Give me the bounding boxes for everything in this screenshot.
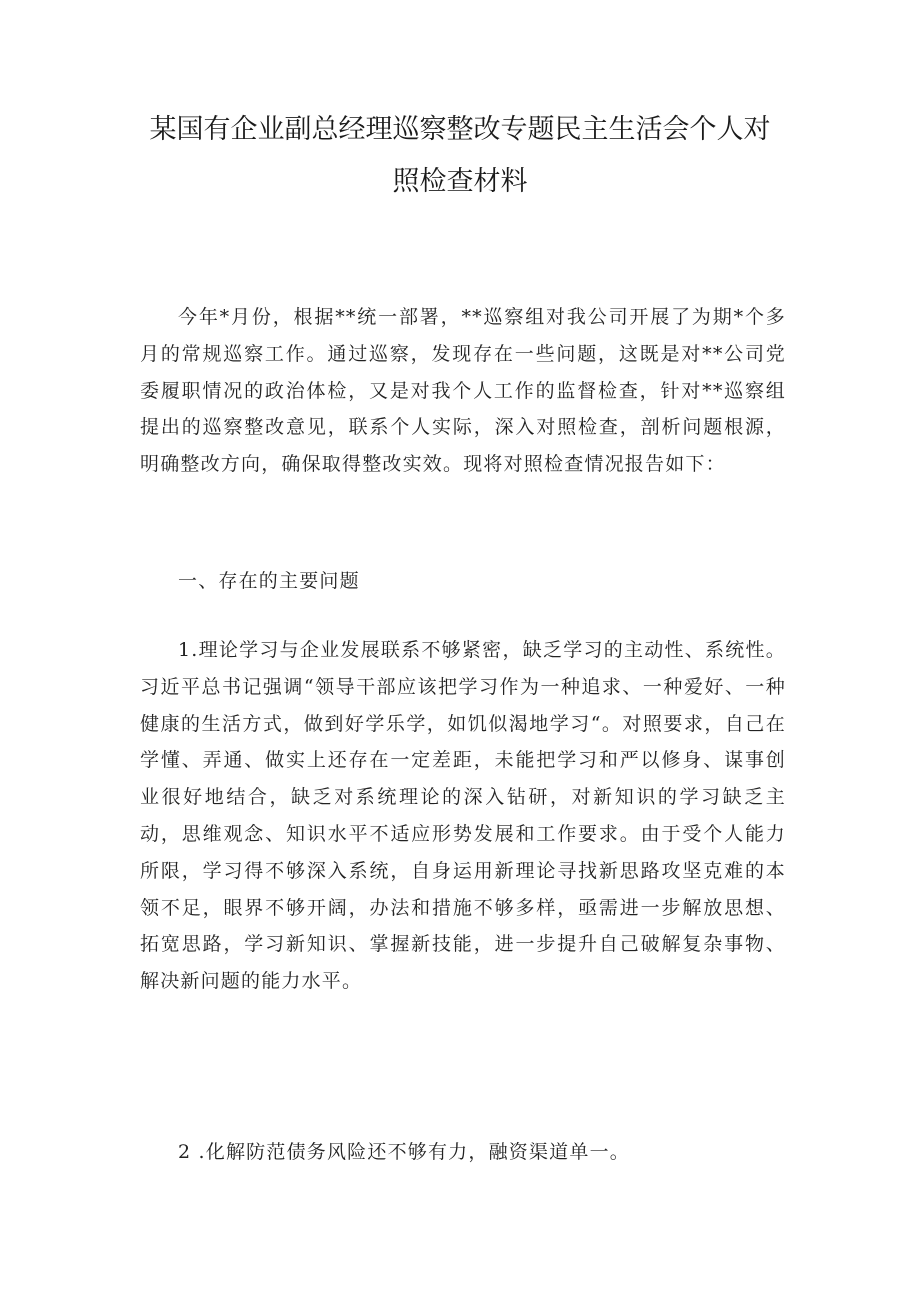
problem-item-1: 1.理论学习与企业发展联系不够紧密，缺乏学习的主动性、系统性。习近平总书记强调“领导干部应该把学习作为一种追求、一种爱好、一种健康的生活方式，做到好学乐学，如饥似渴地学习“。对照要求，自己在学懂、弄通、做实上还存在一定差距，未能把学习和严以修身、谋事创业很好地结合，缺乏对系统理论的深入钻研，对新知识的学习缺乏主动，思维观念、知识水平不适应形势发展和工作要求。由于受个人能力所限，学习得不够深入系统，自身运用新理论寻找新思路攻坚克难的本领不足，眼界不够开阔，办法和措施不够多样，亟需进一步解放思想、拓宽思路，学习新知识、掌握新技能，进一步提升自己破解复杂事物、解决新问题的能力水平。 <box>140 639 786 993</box>
problem-item-2: 2 .化解防范债务风险还不够有力，融资渠道单一。 <box>178 1141 630 1163</box>
document-title-line1: 某国有企业副总经理巡察整改专题民主生活会个人对 <box>149 114 771 145</box>
document-title-line2: 照检查材料 <box>392 166 528 197</box>
section-heading: 一、存在的主要问题 <box>178 570 360 592</box>
document-title <box>140 104 780 208</box>
intro-paragraph: 今年*月份，根据**统一部署，**巡察组对我公司开展了为期*个多月的常规巡察工作。通过巡察，发现存在一些问题，这既是对**公司党委履职情况的政治体检，又是对我个人工作的监督检查，针对**巡察组提出的巡察整改意见，联系个人实际，深入对照检查，剖析问题根源，明确整改方向，确保取得整改实效。现将对照检查情况报告如下： <box>140 306 786 476</box>
